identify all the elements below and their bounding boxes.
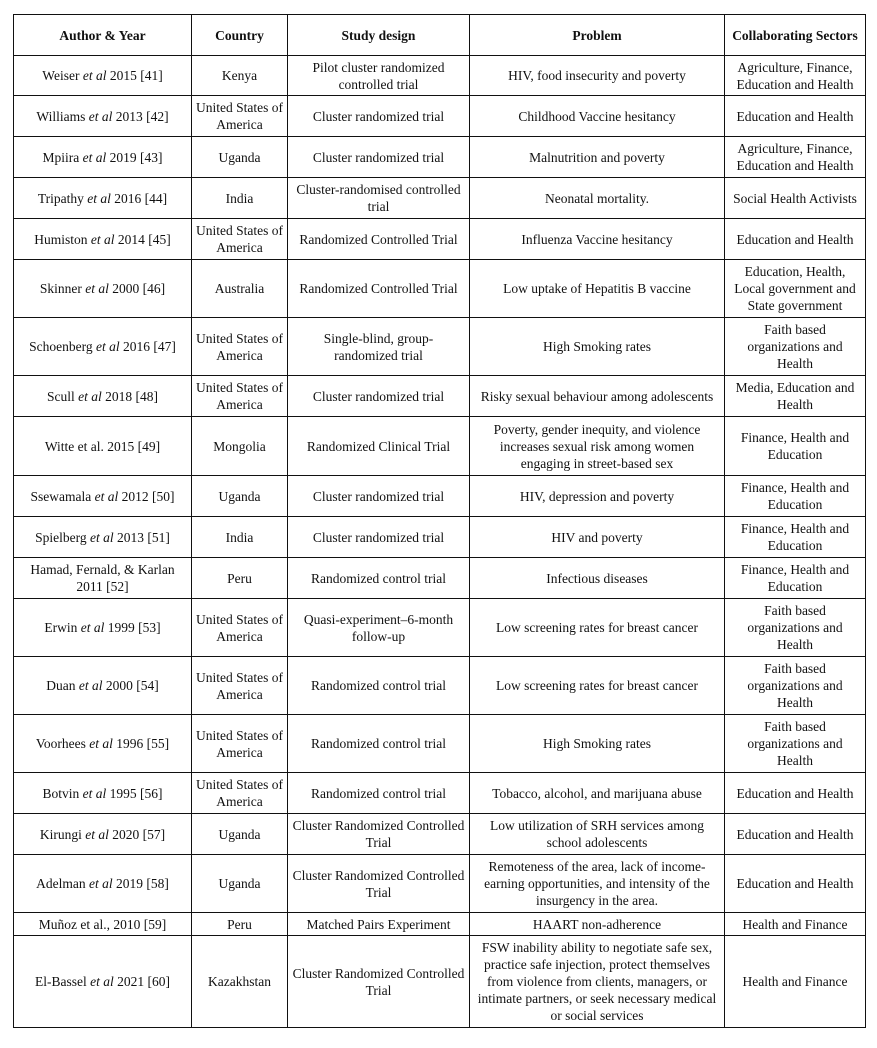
author-name: Spielberg — [35, 529, 87, 545]
author-et-al: et al — [82, 68, 107, 83]
cell-country: Uganda — [192, 137, 288, 178]
cell-study-design: Randomized control trial — [288, 773, 470, 814]
cell-author-year — [14, 476, 192, 517]
table-row — [14, 517, 866, 558]
author-year-ref: 2018 [48] — [105, 388, 158, 404]
cell-problem: Malnutrition and poverty — [470, 137, 725, 178]
cell-author-year — [14, 219, 192, 260]
author-year-ref: 1995 [56] — [109, 785, 163, 801]
cell-study-design: Cluster Randomized Controlled Trial — [288, 936, 470, 1028]
table-body — [14, 56, 866, 1028]
author-et-al: et al — [89, 876, 113, 891]
author-name: El-Bassel — [35, 974, 87, 989]
cell-study-design: Randomized control trial — [288, 558, 470, 599]
cell-problem: High Smoking rates — [470, 715, 725, 773]
header-country: Country — [192, 15, 288, 56]
cell-collaborating-sectors: Education and Health — [725, 814, 866, 855]
author-name: Skinner — [39, 281, 82, 296]
cell-study-design: Single-blind, group-randomized trial — [288, 318, 470, 376]
author-name: Hamad, Fernald, & Karlan 2011 [52] — [30, 562, 175, 594]
cell-collaborating-sectors: Health and Finance — [725, 913, 866, 936]
cell-country: Uganda — [192, 855, 288, 913]
author-name: Kirungi — [39, 826, 82, 842]
cell-collaborating-sectors: Finance, Health and Education — [725, 417, 866, 476]
author-year-ref: 1999 [53] — [107, 620, 161, 635]
cell-problem: Low utilization of SRH services among school adolescents — [470, 814, 725, 855]
author-year-ref: 2016 [44] — [114, 190, 168, 206]
header-collaborating-sectors: Collaborating Sectors — [725, 15, 866, 56]
cell-collaborating-sectors: Faith based organizations and Health — [725, 657, 866, 715]
cell-collaborating-sectors: Faith based organizations and Health — [725, 715, 866, 773]
author-year-ref: 2019 [43] — [109, 149, 163, 165]
cell-country: United States of America — [192, 318, 288, 376]
table-row — [14, 855, 866, 913]
cell-study-design: Cluster randomized trial — [288, 517, 470, 558]
author-et-al: et al — [85, 281, 109, 296]
author-name: Duan — [46, 678, 76, 693]
cell-country: Uganda — [192, 814, 288, 855]
author-year-ref: 2021 [60] — [117, 974, 170, 989]
cell-country: Peru — [192, 913, 288, 936]
cell-author-year — [14, 657, 192, 715]
table-row — [14, 318, 866, 376]
table-row — [14, 96, 866, 137]
cell-country: United States of America — [192, 376, 288, 417]
cell-study-design: Cluster randomized trial — [288, 137, 470, 178]
cell-collaborating-sectors: Education and Health — [725, 219, 866, 260]
cell-country: Australia — [192, 260, 288, 318]
author-et-al: et al — [82, 149, 107, 165]
author-et-al: et al — [78, 388, 102, 404]
cell-country: United States of America — [192, 657, 288, 715]
cell-study-design: Randomized Controlled Trial — [288, 260, 470, 318]
cell-country: India — [192, 178, 288, 219]
author-year-ref: 2013 [42] — [115, 108, 169, 124]
cell-author-year — [14, 417, 192, 476]
table-row — [14, 219, 866, 260]
cell-collaborating-sectors: Faith based organizations and Health — [725, 318, 866, 376]
cell-collaborating-sectors: Social Health Activists — [725, 178, 866, 219]
author-name: Voorhees — [35, 736, 86, 751]
cell-study-design: Cluster Randomized Controlled Trial — [288, 855, 470, 913]
cell-author-year — [14, 178, 192, 219]
table-row — [14, 137, 866, 178]
author-year-ref: 1996 [55] — [116, 736, 170, 751]
cell-author-year — [14, 137, 192, 178]
author-year-ref: 2020 [57] — [112, 826, 166, 842]
author-name: Weiser — [42, 68, 80, 83]
cell-author-year — [14, 517, 192, 558]
author-name: Adelman — [36, 876, 86, 891]
author-et-al: et al — [90, 529, 114, 545]
author-year-ref: 2014 [45] — [117, 231, 171, 247]
author-name: Botvin — [42, 785, 80, 801]
cell-problem: Remoteness of the area, lack of income-earning opportunities, and intensity of the insurgency in the area. — [470, 855, 725, 913]
author-name: Scull — [46, 388, 75, 404]
author-et-al: et al — [90, 974, 114, 989]
cell-problem: Low screening rates for breast cancer — [470, 657, 725, 715]
cell-country: Uganda — [192, 476, 288, 517]
table-row — [14, 913, 866, 936]
table-row — [14, 715, 866, 773]
cell-study-design: Pilot cluster randomized controlled trial — [288, 56, 470, 96]
cell-collaborating-sectors: Education and Health — [725, 773, 866, 814]
cell-study-design: Cluster randomized trial — [288, 96, 470, 137]
cell-problem: HAART non-adherence — [470, 913, 725, 936]
table-row — [14, 936, 866, 1028]
cell-author-year — [14, 260, 192, 318]
cell-country: United States of America — [192, 773, 288, 814]
cell-author-year — [14, 814, 192, 855]
cell-author-year — [14, 599, 192, 657]
author-year-ref: 2013 [51] — [117, 529, 170, 545]
table-row — [14, 376, 866, 417]
cell-problem: HIV and poverty — [470, 517, 725, 558]
cell-collaborating-sectors: Faith based organizations and Health — [725, 599, 866, 657]
cell-collaborating-sectors: Education and Health — [725, 855, 866, 913]
author-name: Erwin — [44, 620, 78, 635]
cell-problem: Low uptake of Hepatitis B vaccine — [470, 260, 725, 318]
cell-author-year — [14, 913, 192, 936]
author-et-al: et al — [88, 108, 113, 124]
cell-problem: FSW inability ability to negotiate safe sex, practice safe injection, protect themselves from violence from clients, managers, or intimate partners, or seek necessary medical or social services — [470, 936, 725, 1028]
cell-author-year — [14, 318, 192, 376]
cell-problem: HIV, depression and poverty — [470, 476, 725, 517]
cell-study-design: Cluster randomized trial — [288, 376, 470, 417]
author-year-ref: 2019 [58] — [116, 876, 169, 891]
author-name: Muñoz et al., 2010 [59] — [38, 916, 167, 932]
cell-country: United States of America — [192, 715, 288, 773]
cell-study-design: Matched Pairs Experiment — [288, 913, 470, 936]
cell-country: India — [192, 517, 288, 558]
cell-study-design: Cluster Randomized Controlled Trial — [288, 814, 470, 855]
author-et-al: et al — [78, 678, 103, 693]
author-year-ref: 2000 [46] — [112, 281, 166, 296]
cell-author-year — [14, 558, 192, 599]
cell-problem: High Smoking rates — [470, 318, 725, 376]
cell-country: United States of America — [192, 96, 288, 137]
cell-collaborating-sectors: Education and Health — [725, 96, 866, 137]
author-et-al: et al — [85, 826, 109, 842]
cell-study-design: Quasi-experiment–6-month follow-up — [288, 599, 470, 657]
cell-country: Kenya — [192, 56, 288, 96]
cell-author-year — [14, 376, 192, 417]
cell-country: Kazakhstan — [192, 936, 288, 1028]
author-name: Ssewamala — [30, 488, 92, 504]
cell-author-year — [14, 773, 192, 814]
author-year-ref: 2000 [54] — [105, 678, 159, 693]
author-name: Tripathy — [37, 190, 84, 206]
cell-author-year — [14, 96, 192, 137]
cell-study-design: Cluster randomized trial — [288, 476, 470, 517]
studies-table-wrapper — [13, 14, 866, 1028]
cell-study-design: Cluster-randomised controlled trial — [288, 178, 470, 219]
cell-author-year — [14, 855, 192, 913]
cell-collaborating-sectors: Finance, Health and Education — [725, 476, 866, 517]
table-row — [14, 657, 866, 715]
author-name: Schoenberg — [29, 339, 93, 354]
author-et-al: et al — [96, 339, 120, 354]
author-name: Williams — [36, 108, 86, 124]
cell-author-year — [14, 715, 192, 773]
cell-country: Peru — [192, 558, 288, 599]
author-name: Mpiira — [42, 149, 80, 165]
cell-collaborating-sectors: Media, Education and Health — [725, 376, 866, 417]
cell-problem: Neonatal mortality. — [470, 178, 725, 219]
cell-collaborating-sectors: Health and Finance — [725, 936, 866, 1028]
table-row — [14, 417, 866, 476]
table-row — [14, 260, 866, 318]
author-et-al: et al — [90, 231, 115, 247]
author-et-al: et al — [82, 785, 107, 801]
cell-problem: Low screening rates for breast cancer — [470, 599, 725, 657]
table-row — [14, 558, 866, 599]
cell-collaborating-sectors: Education, Health, Local government and State government — [725, 260, 866, 318]
header-problem: Problem — [470, 15, 725, 56]
cell-collaborating-sectors: Agriculture, Finance, Education and Health — [725, 137, 866, 178]
table-row — [14, 56, 866, 96]
cell-problem: Risky sexual behaviour among adolescents — [470, 376, 725, 417]
cell-study-design: Randomized Controlled Trial — [288, 219, 470, 260]
author-year-ref: 2012 [50] — [121, 488, 175, 504]
table-row — [14, 814, 866, 855]
author-et-al: et al — [80, 620, 105, 635]
cell-problem: Poverty, gender inequity, and violence increases sexual risk among women engaging in street-based sex — [470, 417, 725, 476]
cell-problem: Influenza Vaccine hesitancy — [470, 219, 725, 260]
author-name: Humiston — [34, 231, 88, 247]
table-row — [14, 178, 866, 219]
cell-study-design: Randomized control trial — [288, 715, 470, 773]
cell-collaborating-sectors: Finance, Health and Education — [725, 558, 866, 599]
author-year-ref: 2015 [41] — [109, 68, 163, 83]
cell-country: United States of America — [192, 599, 288, 657]
table-row — [14, 599, 866, 657]
author-year-ref: 2016 [47] — [123, 339, 176, 354]
author-et-al: et al — [87, 190, 111, 206]
cell-problem: Infectious diseases — [470, 558, 725, 599]
author-et-al: et al — [89, 736, 113, 751]
header-study-design: Study design — [288, 15, 470, 56]
studies-table — [13, 14, 866, 1028]
table-row — [14, 476, 866, 517]
cell-collaborating-sectors: Agriculture, Finance, Education and Health — [725, 56, 866, 96]
cell-study-design: Randomized control trial — [288, 657, 470, 715]
table-header-row — [14, 15, 866, 56]
cell-country: United States of America — [192, 219, 288, 260]
cell-country: Mongolia — [192, 417, 288, 476]
header-author-year: Author & Year — [14, 15, 192, 56]
author-name: Witte et al. 2015 [49] — [44, 438, 161, 454]
cell-study-design: Randomized Clinical Trial — [288, 417, 470, 476]
author-et-al: et al — [94, 488, 119, 504]
cell-collaborating-sectors: Finance, Health and Education — [725, 517, 866, 558]
cell-author-year — [14, 936, 192, 1028]
cell-author-year — [14, 56, 192, 96]
cell-problem: Childhood Vaccine hesitancy — [470, 96, 725, 137]
cell-problem: HIV, food insecurity and poverty — [470, 56, 725, 96]
table-row — [14, 773, 866, 814]
cell-problem: Tobacco, alcohol, and marijuana abuse — [470, 773, 725, 814]
